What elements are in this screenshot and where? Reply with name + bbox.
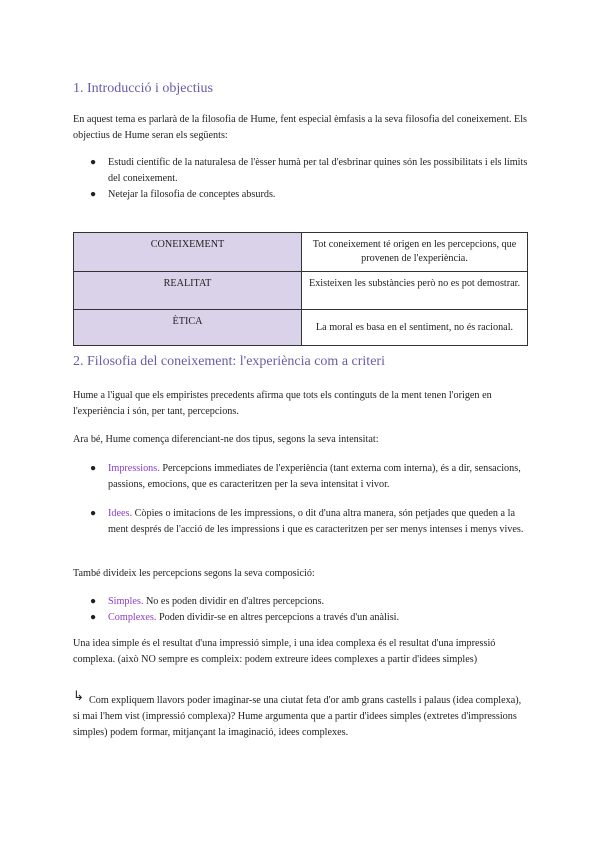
list-item: ● Complexes. Poden dividir-se en altres percepcions a través d'un anàlisi. — [73, 610, 528, 626]
list-item: ● Netejar la filosofia de conceptes absurds. — [73, 187, 528, 203]
bullet-icon: ● — [90, 612, 97, 623]
objectives-list — [73, 155, 528, 203]
term-simples: Simples. — [108, 596, 144, 607]
list-item: ● Impressions. Percepcions immediates de l'experiència (tant externa com interna), és a dir, sensacions, passions, emocions, que es caracteritzen per la seva intensitat i vivor. — [90, 463, 521, 490]
section-2-paragraph: Ara bé, Hume comença diferenciant-ne dos tipus, segons la seva intensitat: — [73, 434, 379, 445]
table-value-cell: La moral es basa en el sentiment, no és racional. — [302, 310, 528, 346]
section-2-title: 2. Filosofia del coneixement: l'experiència com a criteri — [73, 354, 385, 369]
table-row — [74, 233, 528, 272]
section-2-paragraph: També divideix les percepcions segons la seva composició: — [73, 568, 315, 579]
term-impressions: Impressions. — [108, 463, 160, 474]
section-1-title: 1. Introducció i objectius — [73, 81, 213, 96]
bullet-icon: ● — [90, 508, 97, 519]
section-2-paragraph: Una idea simple és el resultat d'una impressió simple, i una idea complexa és el resultat d'una impressió complexa. (això NO sempre es compleix: podem extreure idees complexes a partir d'idees simples) — [73, 638, 496, 665]
list-item: ● Idees. Còpies o imitacions de les impressions, o dit d'una altra manera, són petjades que queden a la ment després de l'acció de les impressions i que es caracteritzen per ser menys intenses i menys vives. — [90, 508, 524, 535]
table-key-cell: CONEIXEMENT — [74, 233, 302, 272]
bullet-icon: ● — [90, 157, 97, 168]
bullet-icon: ● — [90, 189, 97, 200]
bullet-icon: ● — [90, 596, 97, 607]
section-1-intro: En aquest tema es parlarà de la filosofia de Hume, fent especial èmfasis a la seva filosofia del coneixement. Els objectius de Hume seran els següents: — [73, 114, 528, 141]
section-2-paragraph: Hume a l'igual que els empiristes precedents afirma que tots els continguts de la ment tenen l'origen en l'experiència i són, per tant, percepcions. — [73, 390, 492, 417]
list-item: ● Simples. No es poden dividir en d'altres percepcions. — [73, 594, 528, 610]
table-row — [74, 310, 528, 346]
table-value-cell: Tot coneixement té origen en les percepcions, que provenen de l'experiència. — [302, 233, 528, 272]
bullet-icon: ● — [90, 463, 97, 474]
section-2-paragraph: Com expliquem llavors poder imaginar-se una ciutat feta d'or amb grans castells i palaus (idea complexa), si mai l'hem vist (impressió complexa)? Hume argumenta que a partir d'idees simples (extretes d'impressions simples) podem formar, mitjançant la imaginació, idees complexes. — [73, 695, 522, 738]
summary-table — [73, 232, 528, 346]
table-row — [74, 272, 528, 310]
table-key-cell: ÈTICA — [74, 310, 302, 346]
list-item: ● Estudi científic de la naturalesa de l'èsser humà per tal d'esbrinar quines són les possibilitats i els límits del coneixement. — [90, 157, 528, 184]
intensity-list — [73, 461, 528, 493]
intensity-list-2 — [73, 506, 528, 538]
table-value-cell: Existeixen les substàncies però no es pot demostrar. — [302, 272, 528, 310]
table-key-cell: REALITAT — [74, 272, 302, 310]
arrow-return-icon: ↳ — [73, 689, 84, 704]
composition-list — [73, 594, 528, 626]
term-complexes: Complexes. — [108, 612, 157, 623]
term-idees: Idees. — [108, 508, 133, 519]
